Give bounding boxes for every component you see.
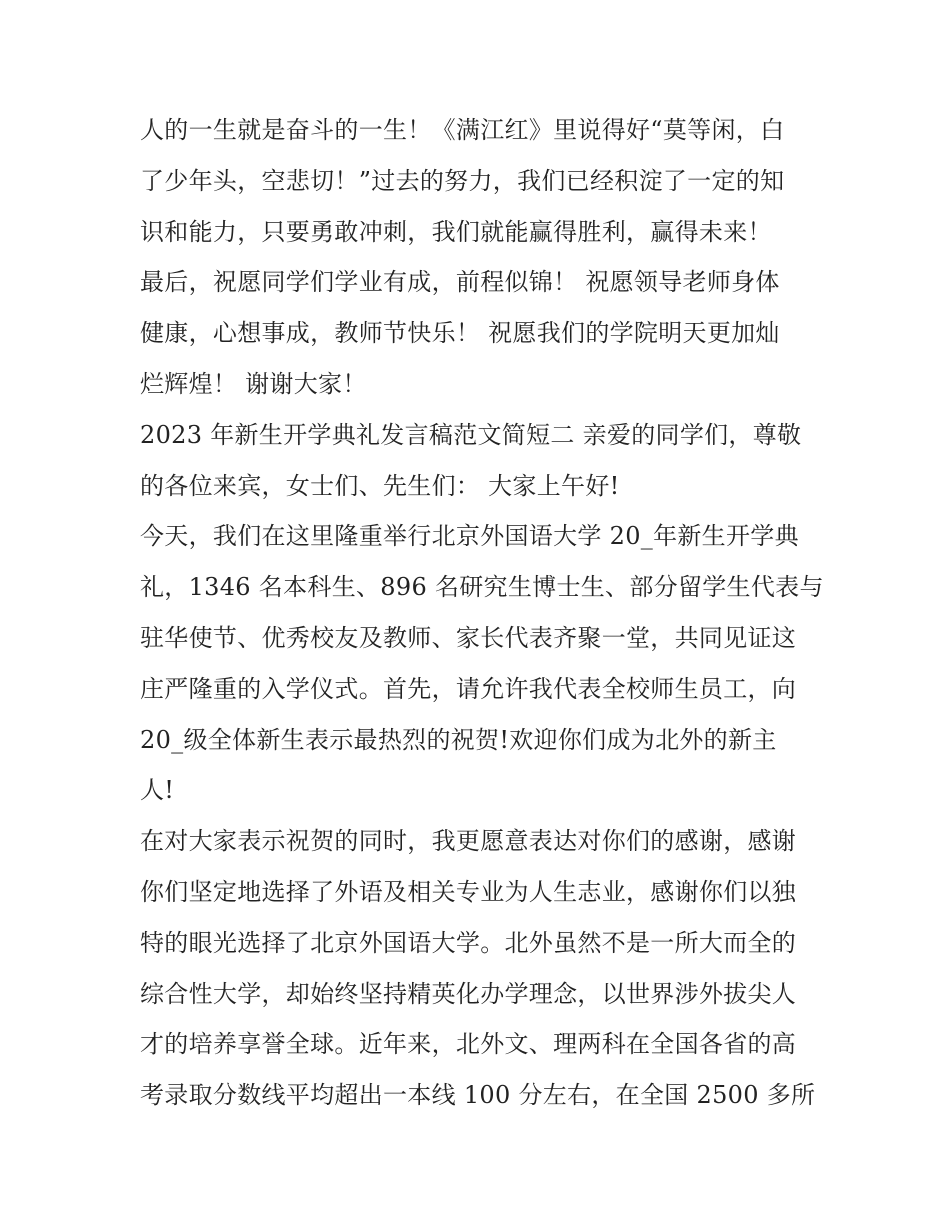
text-line: 识和能力，只要勇敢冲刺，我们就能赢得胜利，赢得未来！: [140, 217, 772, 246]
text-line: 烂辉煌！ 谢谢大家！: [140, 369, 367, 398]
text-line: 人!: [140, 776, 175, 805]
text-line: 综合性大学，却始终坚持精英化办学理念，以世界涉外拔尖人: [140, 979, 797, 1008]
text-line: 驻华使节、优秀校友及教师、家长代表齐聚一堂，共同见证这: [140, 623, 797, 652]
document-body: [140, 105, 824, 1121]
text-line: 人的一生就是奋斗的一生！《满江红》里说得好“莫等闲，白: [140, 116, 785, 144]
text-line: 考录取分数线平均超出一本线 100 分左右，在全国 2500 多所: [140, 1081, 816, 1110]
text-line: 礼，1346 名本科生、896 名研究生博士生、部分留学生代表与: [140, 573, 824, 602]
text-line: 才的培养享誉全球。近年来，北外文、理两科在全国各省的高: [140, 1030, 797, 1059]
text-line: 最后，祝愿同学们学业有成，前程似锦！ 祝愿领导老师身体: [140, 268, 780, 297]
text-line: 的各位来宾，女士们、先生们： 大家上午好!: [140, 471, 620, 500]
text-line: 健康，心想事成，教师节快乐！ 祝愿我们的学院明天更加灿: [140, 319, 780, 348]
text-line: 在对大家表示祝贺的同时，我更愿意表达对你们的感谢，感谢: [140, 827, 797, 856]
text-line: 你们坚定地选择了外语及相关专业为人生志业，感谢你们以独: [140, 877, 797, 906]
section-heading-line: 2023 年新生开学典礼发言稿范文简短二 亲爱的同学们，尊敬: [140, 420, 802, 449]
text-line: 特的眼光选择了北京外国语大学。北外虽然不是一所大而全的: [140, 928, 797, 957]
text-line: 20_级全体新生表示最热烈的祝贺!欢迎你们成为北外的新主: [140, 725, 777, 754]
text-line: 庄严隆重的入学仪式。首先，请允许我代表全校师生员工，向: [140, 674, 797, 703]
text-line: 今天，我们在这里隆重举行北京外国语大学 20_年新生开学典: [140, 522, 799, 551]
text-line: 了少年头，空悲切！”过去的努力，我们已经积淀了一定的知: [140, 166, 785, 195]
